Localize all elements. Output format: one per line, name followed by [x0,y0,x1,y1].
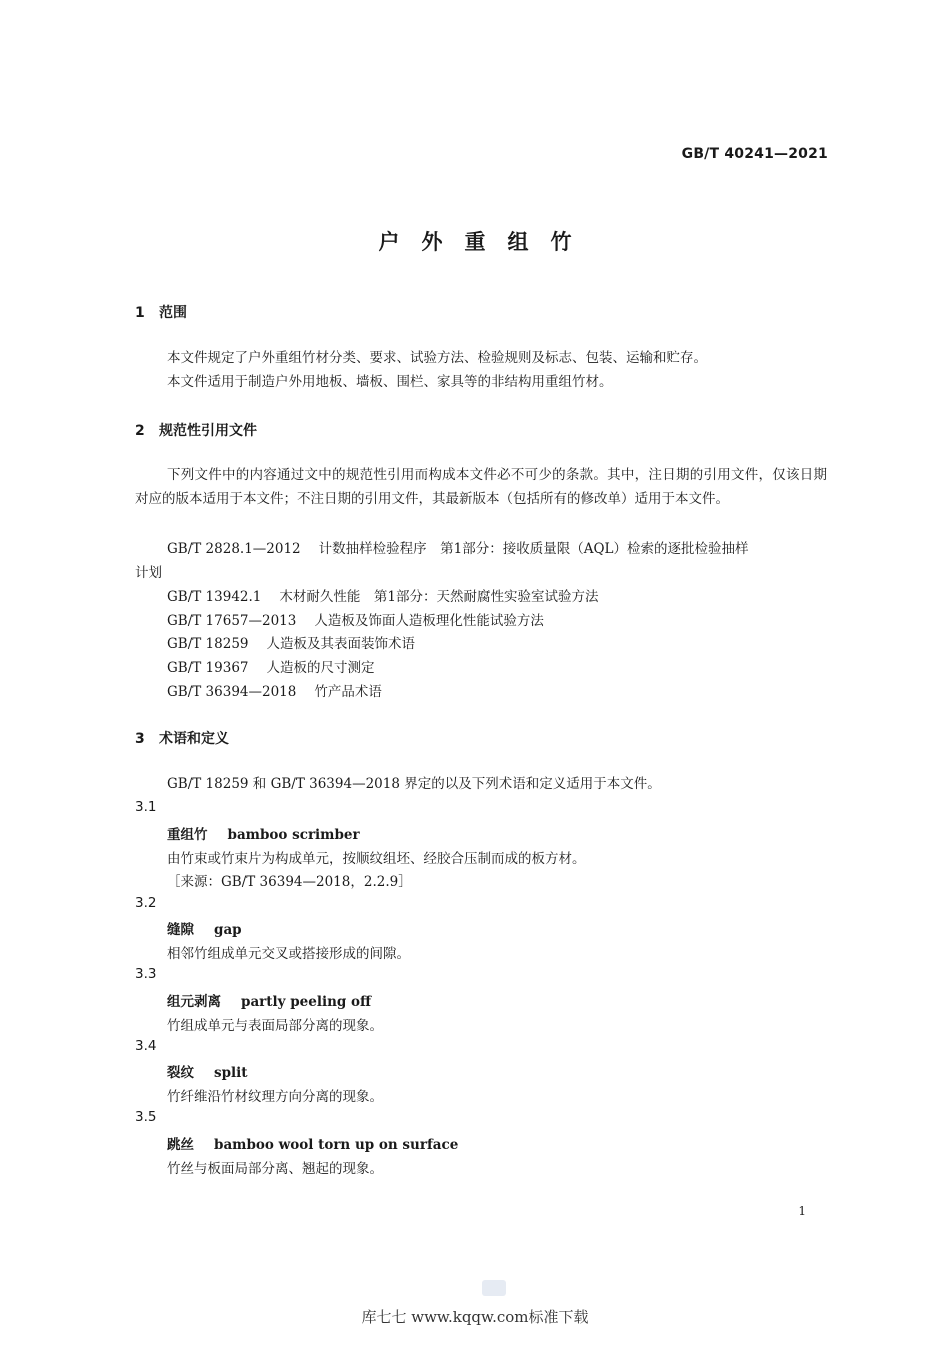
reference-item [167,632,415,652]
reference-item [167,656,375,676]
reference-item [167,537,749,557]
reference-code: GB/T 17657—2013 [167,613,297,629]
paragraph: 本文件适用于制造户外用地板、墙板、围栏、家具等的非结构用重组竹材。 [167,374,613,390]
reference-item [167,585,598,605]
reference-title: 木材耐久性能 第1部分：天然耐腐性实验室试验方法 [279,589,599,605]
section-number: 2 [135,423,145,439]
paragraph: 本文件规定了户外重组竹材分类、要求、试验方法、检验规则及标志、包装、运输和贮存。 [167,350,707,366]
term-name [167,990,371,1010]
term-number: 3.5 [135,1109,157,1125]
section-1-heading [135,302,187,322]
term-name [167,918,242,938]
standard-code: GB/T 40241—2021 [681,146,828,162]
document-title: 户外重组竹 [378,230,594,254]
term-definition: 相邻竹组成单元交叉或搭接形成的间隙。 [167,946,410,962]
watermark-logo-icon [482,1280,506,1296]
reference-title: 人造板的尺寸测定 [266,660,375,676]
term-en: gap [214,922,242,938]
term-en: partly peeling off [241,994,372,1010]
section-title: 术语和定义 [159,731,229,747]
term-en: split [214,1065,248,1081]
reference-title: 人造板及饰面人造板理化性能试验方法 [314,613,544,629]
section-3-heading [135,728,229,748]
term-zh: 跳丝 [167,1137,194,1153]
term-definition: 竹组成单元与表面局部分离的现象。 [167,1018,383,1034]
term-number: 3.3 [135,966,157,982]
term-number: 3.2 [135,895,157,911]
footer-watermark: 库七七 www.kqqw.com标准下载 [361,1308,589,1326]
term-name [167,1061,248,1081]
term-zh: 组元剥离 [167,994,221,1010]
reference-continuation: 计划 [135,565,162,581]
term-zh: 裂纹 [167,1065,194,1081]
section-number: 1 [135,305,145,321]
term-number: 3.4 [135,1038,157,1054]
term-en: bamboo scrimber [227,827,360,843]
paragraph: GB/T 18259 和 GB/T 36394—2018 界定的以及下列术语和定义适用于本文件。 [167,776,661,792]
term-definition: 竹丝与板面局部分离、翘起的现象。 [167,1161,383,1177]
section-number: 3 [135,731,145,747]
reference-title: 竹产品术语 [314,684,382,700]
term-zh: 缝隙 [167,922,194,938]
section-title: 规范性引用文件 [159,423,257,439]
reference-item [167,680,382,700]
page-number: 1 [798,1204,806,1218]
term-definition: 由竹束或竹束片为构成单元，按顺纹组坯、经胶合压制而成的板方材。 [167,851,586,867]
term-name [167,1133,458,1153]
reference-code: GB/T 19367 [167,660,249,676]
reference-title: 计数抽样检验程序 第1部分：接收质量限（AQL）检索的逐批检验抽样 [318,541,749,557]
section-title: 范围 [159,305,187,321]
reference-code: GB/T 13942.1 [167,589,262,605]
reference-code: GB/T 18259 [167,636,249,652]
reference-code: GB/T 2828.1—2012 [167,541,301,557]
term-en: bamboo wool torn up on surface [214,1137,459,1153]
term-source: ［来源：GB/T 36394—2018，2.2.9］ [167,874,412,890]
section-2-heading [135,420,257,440]
reference-item [167,609,544,629]
reference-code: GB/T 36394—2018 [167,684,297,700]
term-number: 3.1 [135,799,157,815]
term-name [167,823,360,843]
term-definition: 竹纤维沿竹材纹理方向分离的现象。 [167,1089,383,1105]
paragraph: 下列文件中的内容通过文中的规范性引用而构成本文件必不可少的条款。其中，注日期的引用文件，仅该日期对应的版本适用于本文件；不注日期的引用文件，其最新版本（包括所有的修改单）适用于本文件。 [135,467,827,507]
term-zh: 重组竹 [167,827,208,843]
reference-title: 人造板及其表面装饰术语 [266,636,415,652]
